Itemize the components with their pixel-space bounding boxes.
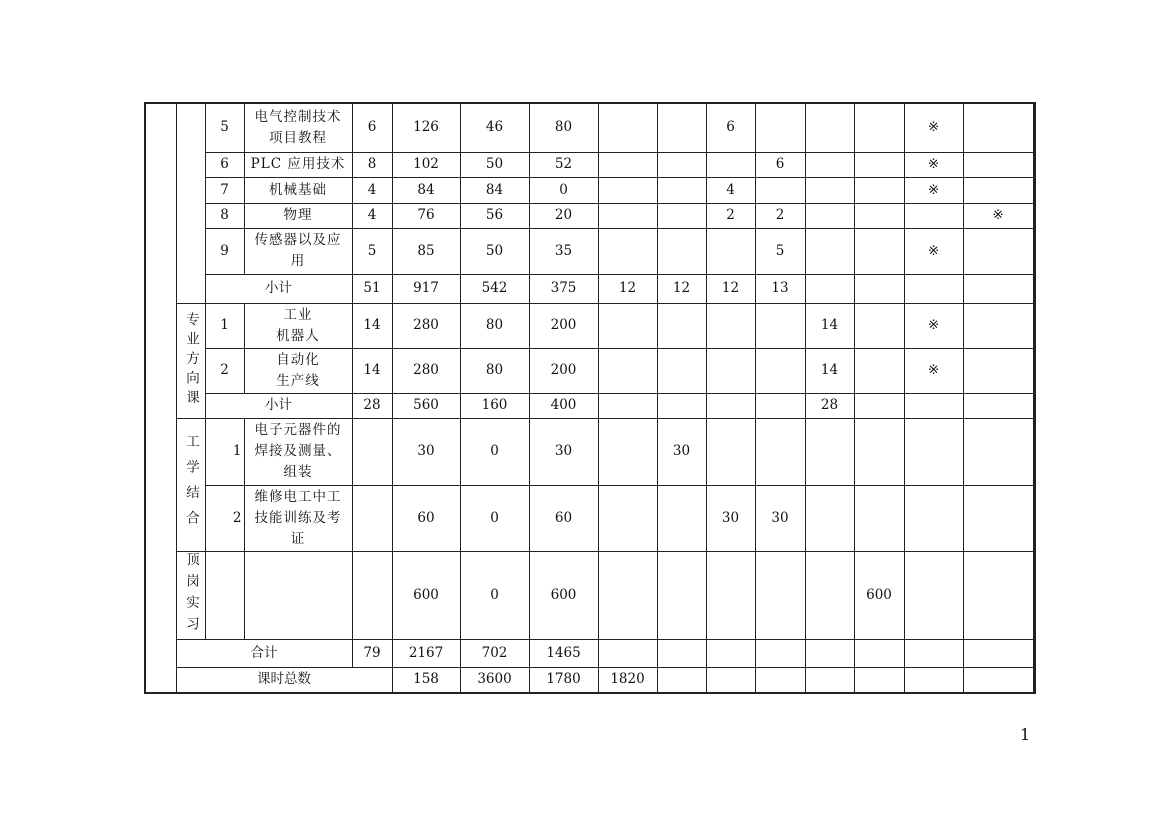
course-no: 9 [205,228,244,274]
table-row [145,418,1035,485]
practice-hours-cell: 52 [529,152,598,177]
sem2-cell: 12 [657,274,706,303]
sem5-cell: 28 [805,393,854,418]
sem3-cell: 30 [706,485,755,551]
course-name: 自动化 生产线 [244,348,352,393]
page-number: 1 [1020,725,1031,744]
table-row [145,152,1035,177]
sem4-cell: 13 [755,274,805,303]
course-no: 1 [205,418,244,485]
practice-hours-cell: 400 [529,393,598,418]
course-no: 1 [205,303,244,348]
total-hours-cell: 126 [392,103,460,152]
group-label-worklearn: 工学结合 [176,418,205,551]
subtotal-row [145,274,1035,303]
practice-hours-cell: 200 [529,303,598,348]
sem2-cell [657,103,706,152]
theory-hours-cell: 0 [460,485,529,551]
credit-cell: 5 [352,228,392,274]
course-name: 工业 机器人 [244,303,352,348]
sem4-cell: 5 [755,228,805,274]
practice-hours-cell: 80 [529,103,598,152]
credit-cell [352,485,392,551]
category-cell [145,103,176,693]
practice-hours-cell: 35 [529,228,598,274]
credit-cell: 28 [352,393,392,418]
credit-cell: 79 [352,639,392,667]
subtotal-label: 小计 [205,393,352,418]
credit-cell [352,418,392,485]
practice-hours-cell: 60 [529,485,598,551]
course-name: 维修电工中工 技能训练及考 证 [244,485,352,551]
course-name: 电子元器件的 焊接及测量、 组装 [244,418,352,485]
course-no: 6 [205,152,244,177]
course-no: 5 [205,103,244,152]
exam-mark: ※ [904,103,963,152]
theory-hours-cell: 0 [460,551,529,639]
sem3-cell: 12 [706,274,755,303]
course-name: PLC 应用技术 [244,152,352,177]
exam-mark: ※ [904,303,963,348]
total-hours-cell: 84 [392,177,460,203]
total-hours-cell: 560 [392,393,460,418]
sem4-cell: 6 [755,152,805,177]
practice-hours-cell: 20 [529,203,598,228]
sem6-cell: 600 [854,551,904,639]
total-hours-cell: 76 [392,203,460,228]
sem1-cell [598,103,657,152]
theory-hours-cell: 56 [460,203,529,228]
subtotal-row [145,393,1035,418]
sem2-cell: 30 [657,418,706,485]
credit-cell: 51 [352,274,392,303]
credit-cell: 8 [352,152,392,177]
theory-hours-cell: 160 [460,393,529,418]
theory-hours-cell: 80 [460,348,529,393]
total-hours-cell: 2167 [392,639,460,667]
total-hours-cell: 30 [392,418,460,485]
sum-row [145,639,1035,667]
total-hours-cell: 917 [392,274,460,303]
exam-mark: ※ [904,348,963,393]
exam-mark: ※ [904,177,963,203]
sem4-cell: 30 [755,485,805,551]
theory-hours-cell: 50 [460,228,529,274]
course-name: 机械基础 [244,177,352,203]
table-row [145,177,1035,203]
sem5-cell: 14 [805,303,854,348]
exam-mark: ※ [904,152,963,177]
sem1-cell: 12 [598,274,657,303]
sem3-cell: 4 [706,177,755,203]
theory-hours-cell: 84 [460,177,529,203]
credit-cell: 158 [392,667,460,693]
practice-hours-cell: 0 [529,177,598,203]
course-no: 7 [205,177,244,203]
subtotal-label: 小计 [205,274,352,303]
sem3-cell: 2 [706,203,755,228]
credit-cell: 14 [352,348,392,393]
practice-hours-cell: 200 [529,348,598,393]
credit-cell: 4 [352,203,392,228]
practice-hours-cell: 600 [529,551,598,639]
table-row [145,485,1035,551]
theory-hours-cell: 1780 [529,667,598,693]
table-row [145,203,1035,228]
credit-cell: 4 [352,177,392,203]
theory-hours-cell: 0 [460,418,529,485]
table-row [145,103,1035,152]
credit-cell: 14 [352,303,392,348]
sem4-cell [755,103,805,152]
course-hours-table [144,102,1036,694]
total-hours-cell: 3600 [460,667,529,693]
table-row [145,551,1035,639]
total-hours-cell: 85 [392,228,460,274]
table-row [145,348,1035,393]
grand-total-label: 课时总数 [176,667,392,693]
practice-hours-cell: 1820 [598,667,657,693]
theory-hours-cell: 80 [460,303,529,348]
total-hours-cell: 600 [392,551,460,639]
table-row [145,228,1035,274]
theory-hours-cell: 46 [460,103,529,152]
total-hours-cell: 60 [392,485,460,551]
credit-cell: 6 [352,103,392,152]
exam-mark: ※ [904,228,963,274]
practice-hours-cell: 30 [529,418,598,485]
group-cell [176,103,205,303]
course-no: 8 [205,203,244,228]
total-hours-cell: 280 [392,348,460,393]
course-no: 2 [205,485,244,551]
course-no: 2 [205,348,244,393]
check-mark: ※ [963,203,1033,228]
total-hours-cell: 102 [392,152,460,177]
check-mark [963,103,1033,152]
grand-total-row [145,667,1035,693]
practice-hours-cell: 375 [529,274,598,303]
sem5-cell: 14 [805,348,854,393]
group-label-internship: 顶岗实习 [176,551,205,639]
sem4-cell: 2 [755,203,805,228]
practice-hours-cell: 1465 [529,639,598,667]
sem6-cell [854,103,904,152]
group-label-specialty: 专业方向课 [176,303,205,418]
theory-hours-cell: 702 [460,639,529,667]
course-name: 物理 [244,203,352,228]
course-name: 传感器以及应 用 [244,228,352,274]
sum-label: 合计 [176,639,352,667]
sem3-cell: 6 [706,103,755,152]
theory-hours-cell: 542 [460,274,529,303]
theory-hours-cell: 50 [460,152,529,177]
table-row [145,303,1035,348]
course-name: 电气控制技术 项目教程 [244,103,352,152]
total-hours-cell: 280 [392,303,460,348]
sem5-cell [805,103,854,152]
